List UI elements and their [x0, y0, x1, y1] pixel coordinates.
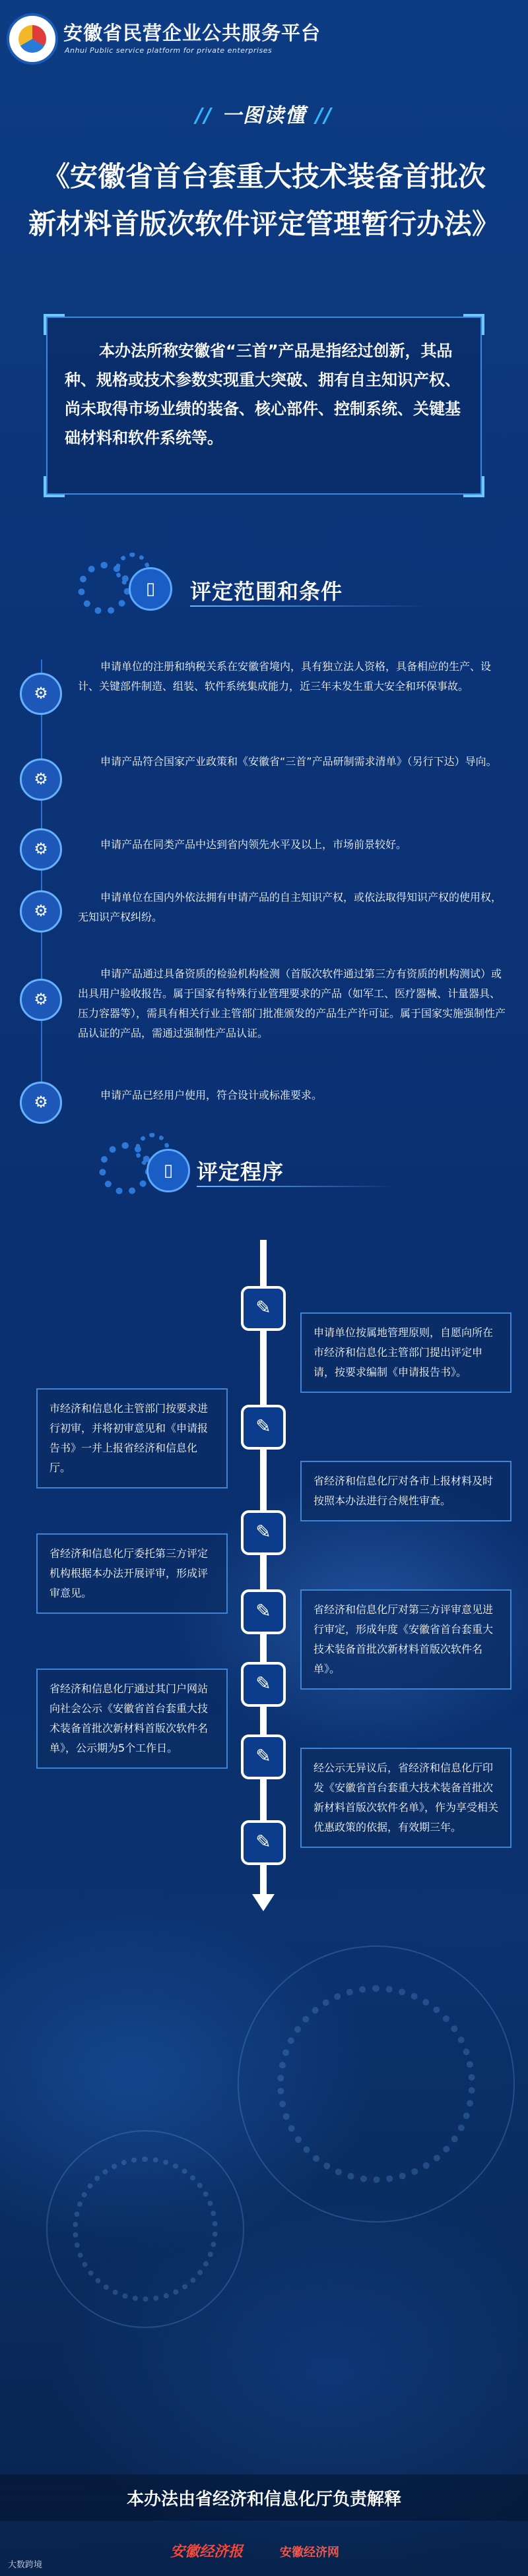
settings-icon: ⚙	[20, 979, 62, 1021]
title-line-1: 《安徽省首台套重大技术装备首批次	[42, 160, 486, 193]
mobile-icon: ▯	[147, 1149, 190, 1192]
watermark: 大数跨境	[8, 2560, 43, 2570]
criteria-item-5: 申请产品通过具备资质的检验机构检测（首版次软件通过第三方有资质的机构测试）或出具用户验收报告。属于国家有特殊行业管理要求的产品（如军工、医疗器械、计量器具、压力容器等），需具有相关行业主管部门批准颁发的产品生产许可证。属于国家实施强制性产品认证的产品，需通过强制性产品认证。	[78, 967, 506, 1039]
edit-icon: ✎	[241, 1820, 286, 1865]
procedure-step-right-1: 申请单位按属地管理原则，自愿向所在市经济和信息化主管部门提出评定申请，按要求编制《申请报告书》。	[300, 1312, 512, 1393]
corner-icon	[463, 476, 484, 497]
criteria-item-6: 申请产品已经用户使用，符合设计或标准要求。	[100, 1089, 323, 1101]
criteria-item-4: 申请单位在国内外依法拥有申请产品的自主知识产权，或依法取得知识产权的使用权，无知识产权纠纷。	[78, 891, 502, 923]
banner-heading	[0, 99, 528, 128]
edit-icon: ✎	[241, 1589, 286, 1634]
settings-icon: ⚙	[20, 673, 62, 715]
edit-icon: ✎	[241, 1734, 286, 1779]
procedure-step-right-2: 省经济和信息化厅对各市上报材料及时按照本办法进行合规性审查。	[300, 1461, 512, 1521]
settings-icon: ⚙	[20, 890, 62, 933]
criteria-item-3: 申请产品在同类产品中达到省内领先水平及以上，市场前景较好。	[100, 838, 407, 851]
footer-logo-newspaper: 安徽经济报	[170, 2544, 244, 2560]
footer-text: 本办法由省经济和信息化厅负责解释	[126, 2490, 401, 2509]
document-title	[26, 153, 502, 248]
procedure-step-right-4: 经公示无异议后，省经济和信息化厅印发《安徽省首台套重大技术装备首批次新材料首版次软件名单》，作为享受相关优惠政策的依据，有效期三年。	[300, 1748, 512, 1848]
slash-right-icon: //	[315, 104, 333, 127]
org-name-en: Anhui Public service platform for private enterprises	[65, 46, 273, 55]
criteria-title: 评定范围和条件	[190, 579, 343, 604]
criteria-item-2: 申请产品符合国家产业政策和《安徽省“三首”产品研制需求清单》（另行下达）导向。	[100, 755, 497, 768]
settings-icon: ⚙	[20, 828, 62, 871]
procedure-step-left-1: 市经济和信息化主管部门按要求进行初审，并将初审意见和《申请报告书》一并上报省经济和信息化厅。	[36, 1388, 228, 1488]
procedure-step-left-2: 省经济和信息化厅委托第三方评定机构根据本办法开展评审，形成评审意见。	[36, 1533, 228, 1614]
settings-icon: ⚙	[20, 758, 62, 801]
settings-icon: ⚙	[20, 1082, 62, 1124]
org-name-cn: 安徽省民营企业公共服务平台	[63, 22, 321, 44]
edit-icon: ✎	[241, 1510, 286, 1555]
mobile-icon: ▯	[129, 567, 172, 611]
slash-left-icon: //	[195, 104, 213, 127]
footer-logo-website: 安徽经济网	[280, 2546, 339, 2560]
intro-text: 本办法所称安徽省“三首”产品是指经过创新，其品种、规格或技术参数实现重大突破、拥有自主知识产权、尚未取得市场业绩的装备、核心部件、控制系统、关键基础材料和软件系统等。	[65, 342, 461, 447]
criteria-item-1: 申请单位的注册和纳税关系在安徽省境内，具有独立法人资格，具备相应的生产、设计、关键部件制造、组装、软件系统集成能力，近三年未发生重大安全和环保事故。	[78, 660, 492, 692]
procedure-title: 评定程序	[197, 1159, 284, 1184]
logo-emblem-icon	[18, 25, 46, 53]
procedure-timeline	[260, 1240, 267, 1899]
corner-icon	[44, 476, 65, 497]
arrow-down-icon	[252, 1894, 275, 1911]
procedure-step-left-3: 省经济和信息化厅通过其门户网站向社会公示《安徽省首台套重大技术装备首批次新材料首版次软件名单》，公示期为5个工作日。	[36, 1669, 228, 1769]
intro-box	[46, 317, 482, 495]
corner-icon	[44, 314, 65, 335]
edit-icon: ✎	[241, 1662, 286, 1707]
title-line-2: 新材料首版次软件评定管理暂行办法》	[28, 208, 500, 240]
banner-label: 一图读懂	[222, 104, 306, 127]
corner-icon	[463, 314, 484, 335]
procedure-step-right-3: 省经济和信息化厅对第三方评审意见进行审定，形成年度《安徽省首台套重大技术装备首批次新材料首版次软件名单》。	[300, 1589, 512, 1690]
decorative-gear	[277, 1985, 475, 2183]
edit-icon: ✎	[241, 1286, 286, 1331]
title-underline	[197, 1186, 395, 1187]
title-underline	[190, 605, 428, 607]
decorative-gear	[73, 2157, 218, 2302]
edit-icon: ✎	[241, 1405, 286, 1450]
org-logo	[7, 13, 58, 65]
